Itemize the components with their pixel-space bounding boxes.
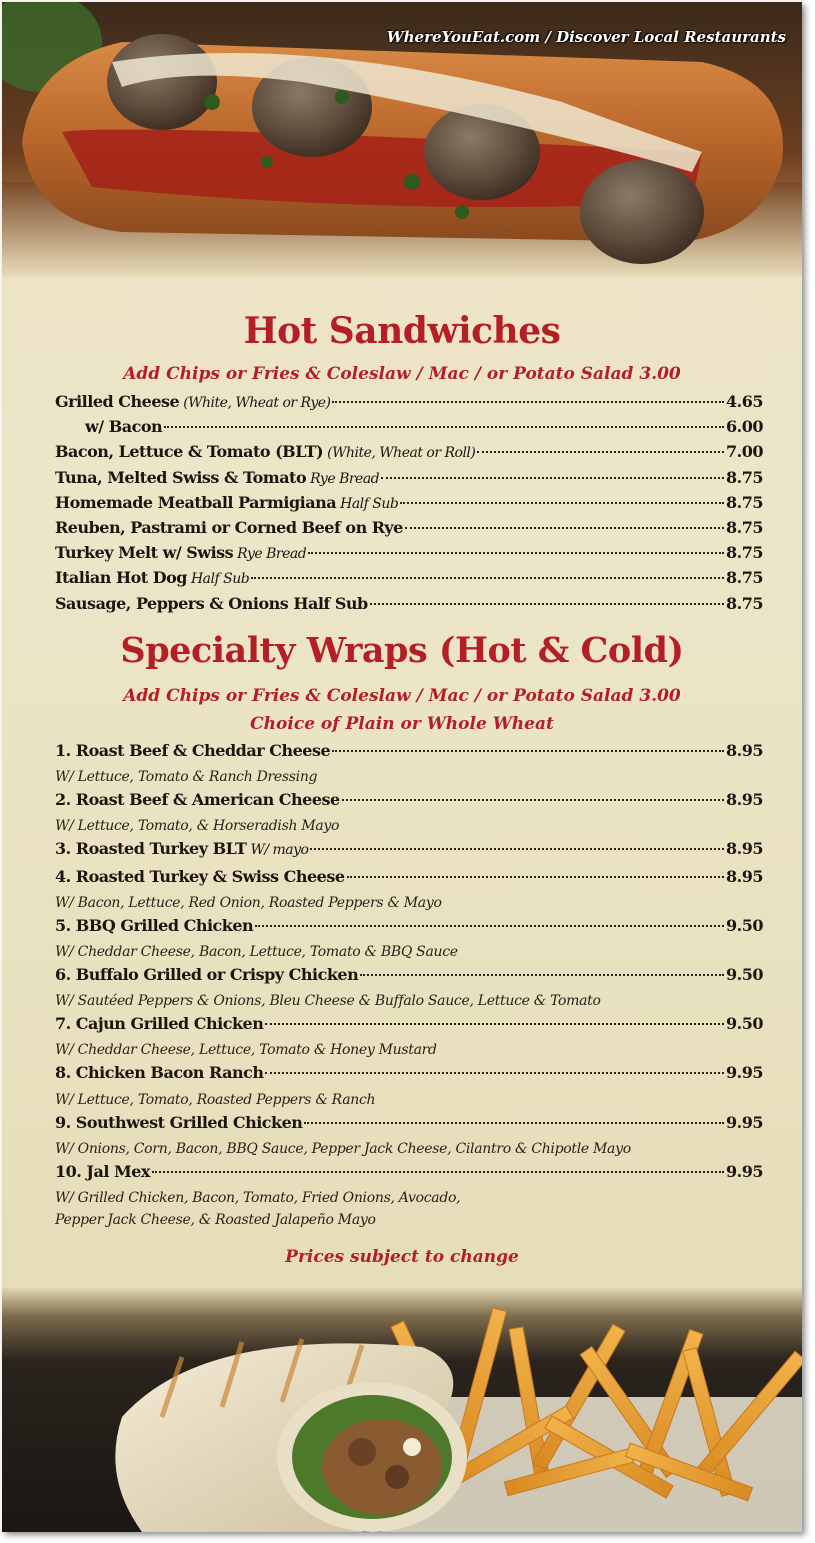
list-item [55,1113,763,1160]
menu-item [55,1113,763,1138]
watermark-text: WhereYouEat.com / Discover Local Restaurants [386,28,786,46]
item-name: Tuna, Melted Swiss & Tomato [55,467,307,487]
meatball-sub-photo [2,2,802,277]
wrap-and-fries-photo [2,1287,802,1532]
menu-item [55,790,763,815]
item-name: 5. BBQ Grilled Chicken [55,915,254,935]
dot-leader [265,1023,724,1025]
item-name: 6. Buffalo Grilled or Crispy Chicken [55,964,359,984]
item-price: 9.95 [726,1112,763,1132]
item-note: Half Sub [190,571,250,588]
menu-page [2,2,802,1532]
item-name: Homemade Meatball Parmigiana [55,492,337,512]
dot-leader [308,552,724,554]
menu-item [55,543,763,568]
item-note: Rye Bread [310,470,380,487]
menu-item [55,442,763,467]
menu-item [55,518,763,543]
item-description: Pepper Jack Cheese, & Roasted Jalapeño Mayo [55,1211,376,1228]
item-name: 1. Roast Beef & Cheddar Cheese [55,741,331,760]
item-description: W/ Lettuce, Tomato, & Horseradish Mayo [55,818,340,835]
menu-item [55,867,763,892]
menu-item [55,1063,763,1088]
list-item [55,839,763,864]
list-item [55,1162,763,1231]
dot-leader [400,502,724,504]
item-price: 8.75 [726,467,763,487]
dot-leader [332,750,724,752]
specialty-wraps-list [55,741,763,1233]
item-note: W/ mayo [250,842,309,859]
dot-leader [342,799,724,801]
item-name: Italian Hot Dog [55,568,187,588]
hot-sandwiches-list [55,392,763,619]
item-price: 9.95 [726,1063,763,1083]
item-note: (White, Wheat or Roll) [327,445,476,462]
list-item [55,741,763,788]
item-description: W/ Grilled Chicken, Bacon, Tomato, Fried Onions, Avocado, [55,1189,461,1206]
wrap-and-fries-illustration [2,1287,802,1532]
menu-item [55,1162,763,1187]
item-name: 9. Southwest Grilled Chicken [55,1112,303,1132]
hot-sandwiches-title: Hot Sandwiches [243,310,561,352]
item-note: (White, Wheat or Rye) [183,395,331,411]
dot-leader [152,1171,724,1173]
item-description: W/ Sautéed Peppers & Onions, Bleu Cheese & Buffalo Sauce, Lettuce & Tomato [55,993,601,1010]
menu-item [55,568,763,593]
menu-item [55,594,763,619]
dot-leader [304,1122,724,1124]
item-note: Rye Bread [237,546,307,563]
item-description: W/ Cheddar Cheese, Lettuce, Tomato & Honey Mustard [55,1042,437,1059]
menu-item [55,1014,763,1039]
dot-leader [251,577,724,579]
item-price: 8.95 [726,866,763,886]
item-name: Reuben, Pastrami or Corned Beef on Rye [55,517,403,537]
item-name: Bacon, Lettuce & Tomato (BLT) [55,442,324,462]
menu-item [55,741,763,766]
dot-leader [164,426,724,428]
item-name: Sausage, Peppers & Onions Half Sub [55,593,368,613]
dot-leader [381,477,724,479]
item-description: W/ Lettuce, Tomato, Roasted Peppers & Ranch [55,1091,376,1108]
item-name: w/ Bacon [85,417,163,437]
dot-leader [265,1072,724,1074]
menu-item [55,392,763,417]
item-description: W/ Lettuce, Tomato & Ranch Dressing [55,769,318,786]
dot-leader [255,925,724,927]
item-price: 9.50 [726,915,763,935]
list-item [55,867,763,914]
item-name: 2. Roast Beef & American Cheese [55,790,340,810]
wrap-choice-note: Choice of Plain or Whole Wheat [250,714,554,734]
item-name: 7. Cajun Grilled Chicken [55,1014,264,1034]
list-item [55,1014,763,1061]
menu-item [55,965,763,990]
item-price: 9.95 [726,1161,763,1181]
dot-leader [347,876,725,878]
hot-sandwiches-sides-note: Add Chips or Fries & Coleslaw / Mac / or Potato Salad 3.00 [123,364,681,384]
item-name: 10. Jal Mex [55,1161,150,1181]
item-price: 8.75 [726,517,763,537]
specialty-wraps-sides-note: Add Chips or Fries & Coleslaw / Mac / or Potato Salad 3.00 [123,686,681,706]
dot-leader [405,527,724,529]
item-price: 8.75 [726,543,763,563]
dot-leader [360,974,724,976]
item-price: 6.00 [726,417,763,437]
item-name: 4. Roasted Turkey & Swiss Cheese [55,866,345,886]
menu-item [55,916,763,941]
item-price: 7.00 [726,442,763,462]
item-name: Grilled Cheese [55,392,180,411]
prices-disclaimer: Prices subject to change [285,1247,519,1267]
menu-item [55,468,763,493]
item-price: 8.95 [726,790,763,810]
menu-item [55,839,763,864]
dot-leader [332,401,724,403]
item-price: 8.75 [726,568,763,588]
list-item [55,790,763,837]
item-price: 8.95 [726,741,763,760]
dot-leader [477,451,724,453]
dot-leader [310,848,724,850]
item-price: 9.50 [726,1014,763,1034]
item-name: Turkey Melt w/ Swiss [55,543,234,563]
list-item [55,916,763,963]
item-name: 8. Chicken Bacon Ranch [55,1063,264,1083]
dot-leader [370,603,724,605]
list-item [55,965,763,1012]
item-description: W/ Onions, Corn, Bacon, BBQ Sauce, Pepper Jack Cheese, Cilantro & Chipotle Mayo [55,1140,631,1157]
item-price: 8.75 [726,492,763,512]
list-item [55,1063,763,1110]
item-price: 8.75 [726,593,763,613]
item-price: 8.95 [726,839,763,859]
item-price: 9.50 [726,964,763,984]
item-description: W/ Bacon, Lettuce, Red Onion, Roasted Peppers & Mayo [55,894,442,911]
item-price: 4.65 [726,392,763,411]
item-note: Half Sub [340,495,399,512]
menu-item [55,493,763,518]
specialty-wraps-title: Specialty Wraps (Hot & Cold) [120,630,684,671]
menu-item [55,417,763,442]
item-name: 3. Roasted Turkey BLT [55,839,247,859]
item-description: W/ Cheddar Cheese, Bacon, Lettuce, Tomato & BBQ Sauce [55,943,458,960]
